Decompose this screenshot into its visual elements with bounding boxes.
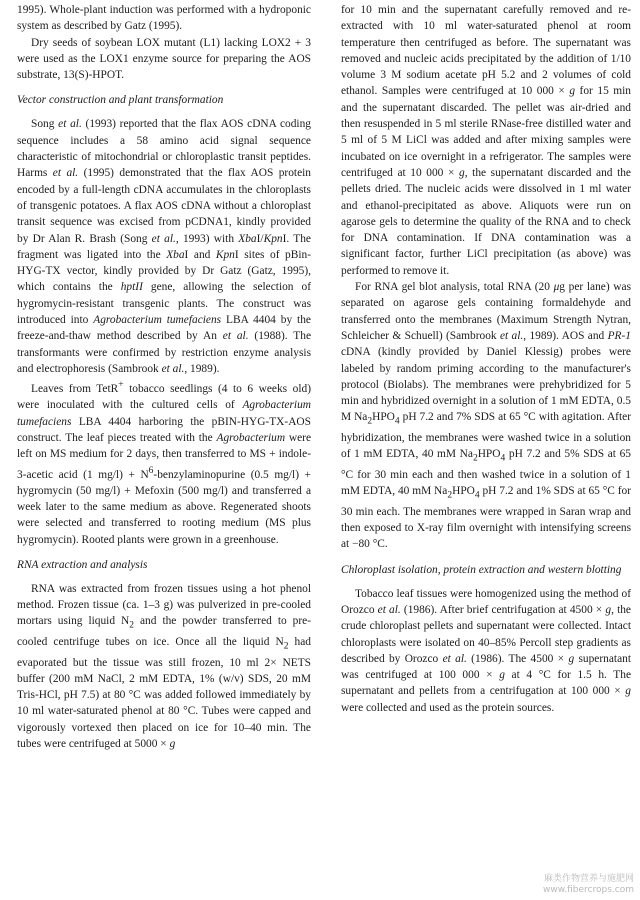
- body-paragraph: For RNA gel blot analysis, total RNA (20 μg per lane) was separated on agarose gels containing formaldehyde and transferred onto the membranes (Maximum Strength Nytran, Schleicher & Schuell) (Sambrook et al., 1989). AOS and PR-1 cDNA (kindly provided by Daniel Klessig) probes were labeled by random priming according to the manufacturer's protocol (Biolabs). The membranes were prehybridized for 5 min and hybridized overnight in a solution of 1 mM EDTA, 0.5 M $Na_2HPO_4$ pH 7.2 and 7% SDS at 65 °C with agitation. After hybridization, the membranes were washed twice in a solution of 1 mM EDTA, 40 mM $Na_2HPO_4$ pH 7.2 and 5% SDS at 65 °C for 30 min each and then washed twice in a solution of 1 mM EDTA, 40 mM $Na_2HPO_4$ pH 7.2 and 1% SDS at 65 °C for 30 min each. The membranes were wrapped in Saran wrap and then exposed to X-ray film overnight with intensifying screens at −80 °C.: [341, 281, 632, 551]
- watermark-line-1: 麻类作物营养与施肥网: [543, 874, 634, 884]
- section-heading: RNA extraction and analysis: [17, 558, 148, 571]
- left-column: [17, 2, 311, 752]
- site-watermark: [504, 874, 634, 896]
- watermark-line-2: www.fibercrops.com: [543, 885, 634, 895]
- body-paragraph: 1995). Whole-plant induction was performed with a hydroponic system as described by Gatz (1995).: [17, 4, 311, 33]
- body-paragraph: Dry seeds of soybean LOX mutant (L1) lacking LOX2 + 3 were used as the LOX1 enzyme source for preparing the AOS substrate, 13(S)-HPOT.: [17, 36, 311, 82]
- body-paragraph: for 10 min and the supernatant carefully removed and re-extracted with 10 ml water-saturated phenol at room temperature then centrifuged as before. The supernatant was removed and nucleic acids precipitated by the addition of 1/10 volume 3 M sodium acetate pH 5.2 and 2 volumes of cold ethanol. Samples were centrifuged at 10 000 × g for 15 min and the supernatant discarded. The pellet was air-dried and then resuspended in 5 ml sterile RNase-free distilled water and 5 ml of 5 M LiCl was added and after mixing samples were incubated on ice overnight in a refrigerator. The samples were centrifuged at 10 000 × g, the supernatant discarded and the pellets dried. The nucleic acids were dissolved in 1 ml water and ethanol-precipitated as above. Aliquots were run on agarose gels to determine the quality of the RNA and to check for DNA contamination. If DNA contamination was a significant factor, further LiCl precipitation (as above) was performed to remove it.: [341, 4, 632, 277]
- section-heading: Vector construction and plant transformation: [17, 94, 224, 107]
- body-paragraph: Leaves from TetR+ tobacco seedlings (4 to 6 weeks old) were inoculated with the cultured cells of Agrobacterium tumefaciens LBA 4404 harboring the pBIN-HYG-TX-AOS construct. The leaf pieces treated with the Agrobacterium were left on MS medium for 2 days, then transferred to MS + indole-3-acetic acid (1 $mg/l) + N^6$-benzylaminopurine (0.5 mg/l) + hygromycin (50 mg/l) + Mefoxin (500 mg/l) and transferred a week later to the same medium as above. Regenerated shoots were selected and transferred to rooting medium (MS plus hygromycin). Rooted plants were grown in a greenhouse.: [17, 380, 311, 546]
- body-paragraph: Song et al. (1993) reported that the flax AOS cDNA coding sequence includes a 58 amino acid signal sequence characteristic of mitochondrial or chloroplastic transit peptides. Harms et al. (1995) demonstrated that the flax AOS protein encoded by a full-length cDNA accumulates in the chloroplasts of transgenic potatoes. A flax AOS cDNA without a chloroplast transit sequence was excised from pCDNA1, kindly provided by Dr Alan R. Brash (Song et al., 1993) with XbaI/KpnI. The fragment was ligated into the XbaI and KpnI sites of pBin-HYG-TX vector, kindly provided by Dr Gatz (Gatz, 1995), which contains the hptII gene, allowing the selection of hygromycin-resistant transgenic plants. The construct was introduced into Agrobacterium tumefaciens LBA 4404 by the freeze-and-thaw method described by An et al. (1988). The transformants were confirmed by restriction enzyme analysis and electrophoresis (Sambrook et al., 1989).: [17, 118, 312, 375]
- section-heading: Chloroplast isolation, protein extraction and western blotting: [341, 563, 622, 576]
- body-paragraph: Tobacco leaf tissues were homogenized using the method of Orozco et al. (1986). After brief centrifugation at 4500 × g, the crude chloroplast pellets and supernatant were collected. Intact chloroplasts were isolated on 40–85% Percoll step gradients as described by Orozco et al. (1986). The 4500 × g supernatant was centrifuged at 100 000 × g at 4 °C for 1.5 h. The supernatant and pellets from a centrifugation at 100 000 × g were collected and used as the protein sources.: [341, 587, 632, 714]
- body-paragraph: RNA was extracted from frozen tissues using a hot phenol method. Frozen tissue (ca. 1–3 g) was pulverized in pre-cooled mortars using liquid $N_2$ and the powder transferred to pre-cooled centrifuge tubes on ice. Once all the liquid $N_2$ had evaporated but the tissue was still frozen, 10 ml 2× NETS buffer (200 mM NaCl, 2 mM EDTA, 1% (w/v) SDS, 20 mM Tris-HCl, pH 7.5) at 80 °C was added followed immediately by 10 ml water-saturated phenol at 80 °C. Tubes were capped and vigorously vortexed then placed on ice for 10–40 min. The tubes were centrifuged at 5000 × g: [17, 582, 312, 751]
- right-column: [341, 2, 631, 716]
